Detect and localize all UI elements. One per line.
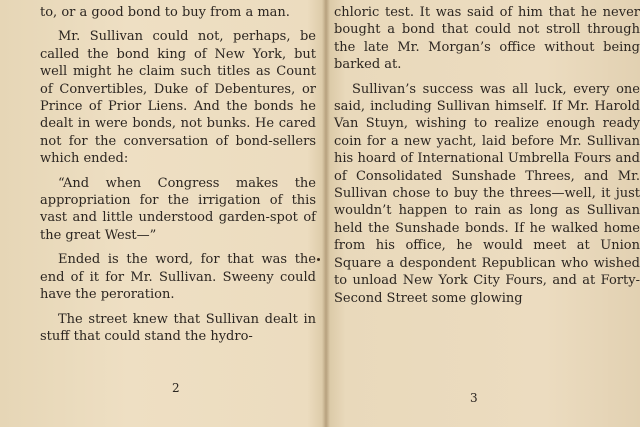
right-page-text xyxy=(334,4,640,314)
paragraph: Ended is the word, for that was the end of it for Mr. Sullivan. Sweeny could have the peroration. xyxy=(40,252,316,303)
right-page xyxy=(330,0,640,427)
paragraph: Mr. Sullivan could not, perhaps, be called the bond king of New York, but well might he claim such titles as Count of Convertibles, Duke of Debentures, or Prince of Prior Liens. And the bonds he dealt in were bonds, not bunks. He cared not for the conversation of bond-sellers which ended: xyxy=(40,29,316,167)
paragraph: to, or a good bond to buy from a man. xyxy=(40,5,290,20)
left-page-text xyxy=(40,4,316,352)
ink-spot xyxy=(317,258,320,261)
quotation-paragraph: “And when Congress makes the appropriation for the irrigation of this vast and little understood garden-spot of the great West—” xyxy=(40,175,316,243)
paragraph: The street knew that Sullivan dealt in stuff that could stand the hydro- xyxy=(40,311,316,344)
book-gutter xyxy=(322,0,330,427)
page-number: 2 xyxy=(172,381,180,395)
page-number: 3 xyxy=(470,391,478,405)
paragraph: chloric test. It was said of him that he never bought a bond that could not stroll through the late Mr. Morgan’s office without being barked at. xyxy=(334,5,640,73)
paragraph: Sullivan’s success was all luck, every one said, including Sullivan himself. If Mr. Harold Van Stuyn, wishing to realize enough ready coin for a new yacht, laid before Mr. Sullivan his hoard of International Umbrella Fours and of Consolidated Sunshade Threes, and Mr. Sullivan chose to buy the threes—well, it just wouldn’t happen to rain as long as Sullivan held the Sunshade bonds. If he walked home from his office, he would meet at Union Square a despondent Republican who wished to unload New York City Fours, and at Forty-Second Street some glowing xyxy=(334,81,640,306)
